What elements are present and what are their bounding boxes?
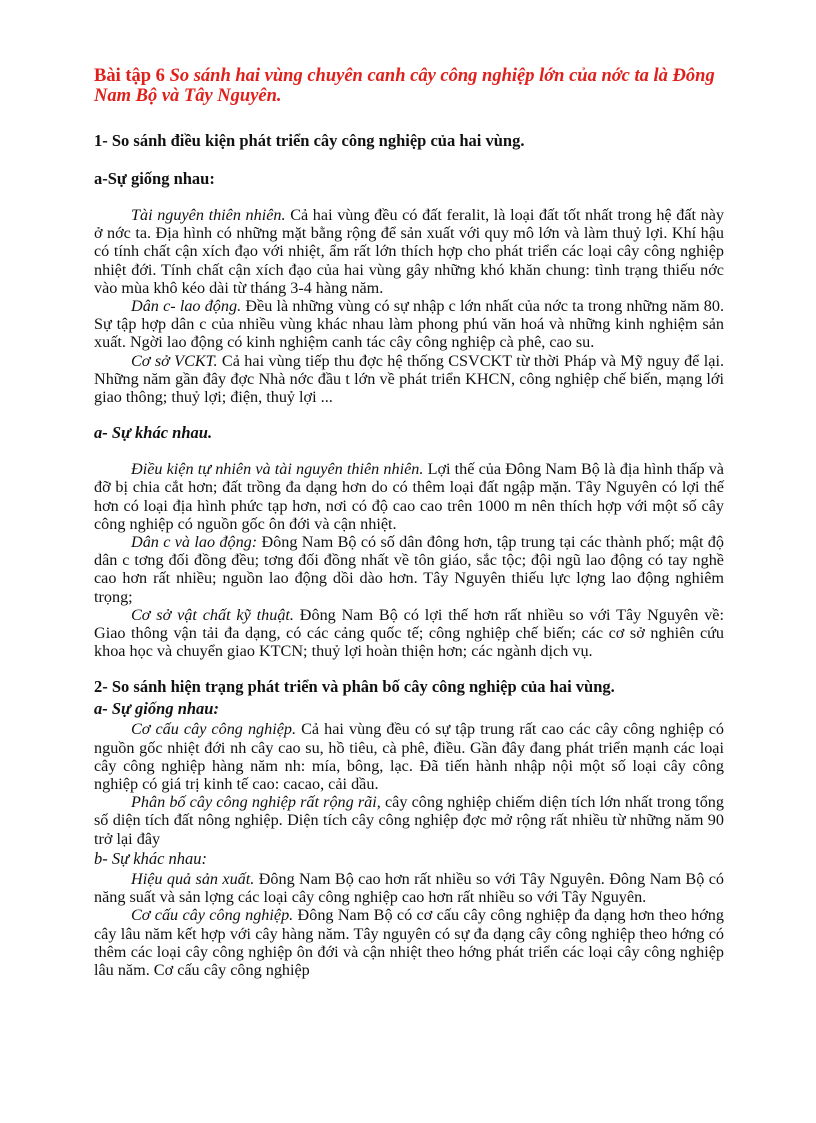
paragraph-lead: Cơ sở vật chất kỹ thuật. xyxy=(131,605,294,624)
paragraph-lead: Điều kiện tự nhiên và tài nguyên thiên nhiên. xyxy=(131,460,424,479)
document-page xyxy=(94,66,724,979)
paragraph: Hiệu quả sản xuất. Đông Nam Bộ cao hơn rất nhiều so với Tây Nguyên. Đông Nam Bộ có năng suất và sản lợng các loại cây công nghiệp cao hơn rất nhiều so với Tây Nguyên. xyxy=(94,869,724,907)
exercise-number: Bài tập 6 xyxy=(94,66,165,86)
section-2b-heading: b- Sự khác nhau: xyxy=(94,848,208,868)
paragraph-lead: Hiệu quả sản xuất. xyxy=(131,869,255,888)
paragraph: Dân c- lao động. Đều là những vùng có sự nhập c lớn nhất của nớc ta trong những năm 80. Sự tập hợp dân c của nhiều vùng khác nhau làm phong phú văn hoá và những kinh nghiệm sản xuất. Ngời lao động có kinh nghiệm canh tác cây công nghiệp cà phê, cao su. xyxy=(94,297,724,352)
paragraph-lead: Phân bố cây công nghiệp rất rộng rãi, xyxy=(131,793,381,812)
paragraph: Dân c và lao động: Đông Nam Bộ có số dân đông hơn, tập trung tại các thành phố; mật độ dân c tơng đối đồng đều; tơng đối đồng nhất về tôn giáo, sắc tộc; đội ngũ lao động có tay nghề cao hơn rất nhiều; nguồn lao động dồi dào hơn. Tây Nguyên thiếu lực lợng lao động nghiêm trọng; xyxy=(94,533,724,606)
section-1-heading: 1- So sánh điều kiện phát triển cây công nghiệp của hai vùng. xyxy=(94,131,525,150)
paragraph-lead: Dân c- lao động. xyxy=(131,297,242,316)
paragraph-lead: Cơ cấu cây công nghiệp. xyxy=(131,906,294,925)
paragraph-lead: Tài nguyên thiên nhiên. xyxy=(131,206,286,224)
paragraph: Phân bố cây công nghiệp rất rộng rãi, cây công nghiệp chiếm diện tích lớn nhất trong tổng số diện tích đất nông nghiệp. Diện tích cây công nghiệp đợc mở rộng rất nhiều từ những năm 90 trở lại đây xyxy=(94,793,724,848)
paragraph: Cơ cấu cây công nghiệp. Cả hai vùng đều có sự tập trung rất cao các cây công nghiệp có nguồn gốc nhiệt đới nh cây cao su, hồ tiêu, cà phê, điều. Gần đây đang phát triển mạnh các loại cây công nghiệp hàng năm nh: mía, bông, lạc. Đã tiến hành nhập nội một số loại cây công nghiệp có giá trị kinh tế cao: cacao, cải dầu. xyxy=(94,720,724,794)
paragraph: Tài nguyên thiên nhiên. Cả hai vùng đều có đất feralit, là loại đất tốt nhất trong hệ đất này ở nớc ta. Địa hình có những mặt bằng rộng để sản xuất với quy mô lớn và làm thuỷ lợi. Khí hậu có tính chất cận xích đạo với nhiệt, ẩm rất lớn thích hợp cho phát triển các loại cây công nghiệp nhiệt đới. Tính chất cận xích đạo của hai vùng gây những khó khăn chung: tình trạng thiếu nớc vào mùa khô kéo dài từ tháng 3-4 hàng năm. xyxy=(94,206,724,297)
paragraph-lead: Cơ cấu cây công nghiệp. xyxy=(131,720,297,739)
paragraph-lead: Cơ sở VCKT. xyxy=(131,351,218,370)
paragraph: Cơ sở VCKT. Cả hai vùng tiếp thu đợc hệ thống CSVCKT từ thời Pháp và Mỹ nguy để lại. Những năm gần đây đợc Nhà nớc đầu t lớn về phát triển KHCN, công nghiệp chế biến, mạng lới giao thông; thuỷ lợi; điện, thuỷ lợi ... xyxy=(94,351,724,407)
exercise-title-text: So sánh hai vùng chuyên canh cây công nghiệp lớn của nớc ta là Đông Nam Bộ và Tây Nguyên. xyxy=(94,66,715,106)
section-2-heading: 2- So sánh hiện trạng phát triển và phân bố cây công nghiệp của hai vùng. xyxy=(94,677,615,697)
exercise-title xyxy=(94,66,724,106)
section-1b-heading: a- Sự khác nhau. xyxy=(94,423,213,443)
section-2a-heading: a- Sự giống nhau: xyxy=(94,699,219,719)
paragraph: Cơ cấu cây công nghiệp. Đông Nam Bộ có cơ cấu cây công nghiệp đa dạng hơn theo hớng cây lâu năm kết hợp với cây hàng năm. Tây nguyên có sự đa dạng cây công nghiệp theo hớng có thêm các loại cây công nghiệp ôn đới và cận nhiệt theo hớng phát triển các loại cây công nghiệp lâu năm. Cơ cấu cây công nghiệp xyxy=(94,906,724,979)
paragraph-lead: Dân c và lao động: xyxy=(131,533,258,552)
paragraph: Điều kiện tự nhiên và tài nguyên thiên nhiên. Lợi thế của Đông Nam Bộ là địa hình thấp và đỡ bị chia cắt hơn; đất trồng đa dạng hơn do có thêm loại đất ngập mặn. Tây Nguyên có lợi thế hơn có loại địa hình phức tạp hơn, nơi có độ cao cao trên 1000 m nên thích hợp với một số cây công nghiệp có nguồn gốc ôn đới và cận nhiệt. xyxy=(94,460,724,533)
paragraph: Cơ sở vật chất kỹ thuật. Đông Nam Bộ có lợi thế hơn rất nhiều so với Tây Nguyên về: Giao thông vận tải đa dạng, có các cảng quốc tế; công nghiệp chế biến; các cơ sở nghiên cứu khoa học và chuyển giao KTCN; thuỷ lợi hoàn thiện hơn; các ngành dịch vụ. xyxy=(94,605,724,661)
section-1a-heading: a-Sự giống nhau: xyxy=(94,169,215,188)
